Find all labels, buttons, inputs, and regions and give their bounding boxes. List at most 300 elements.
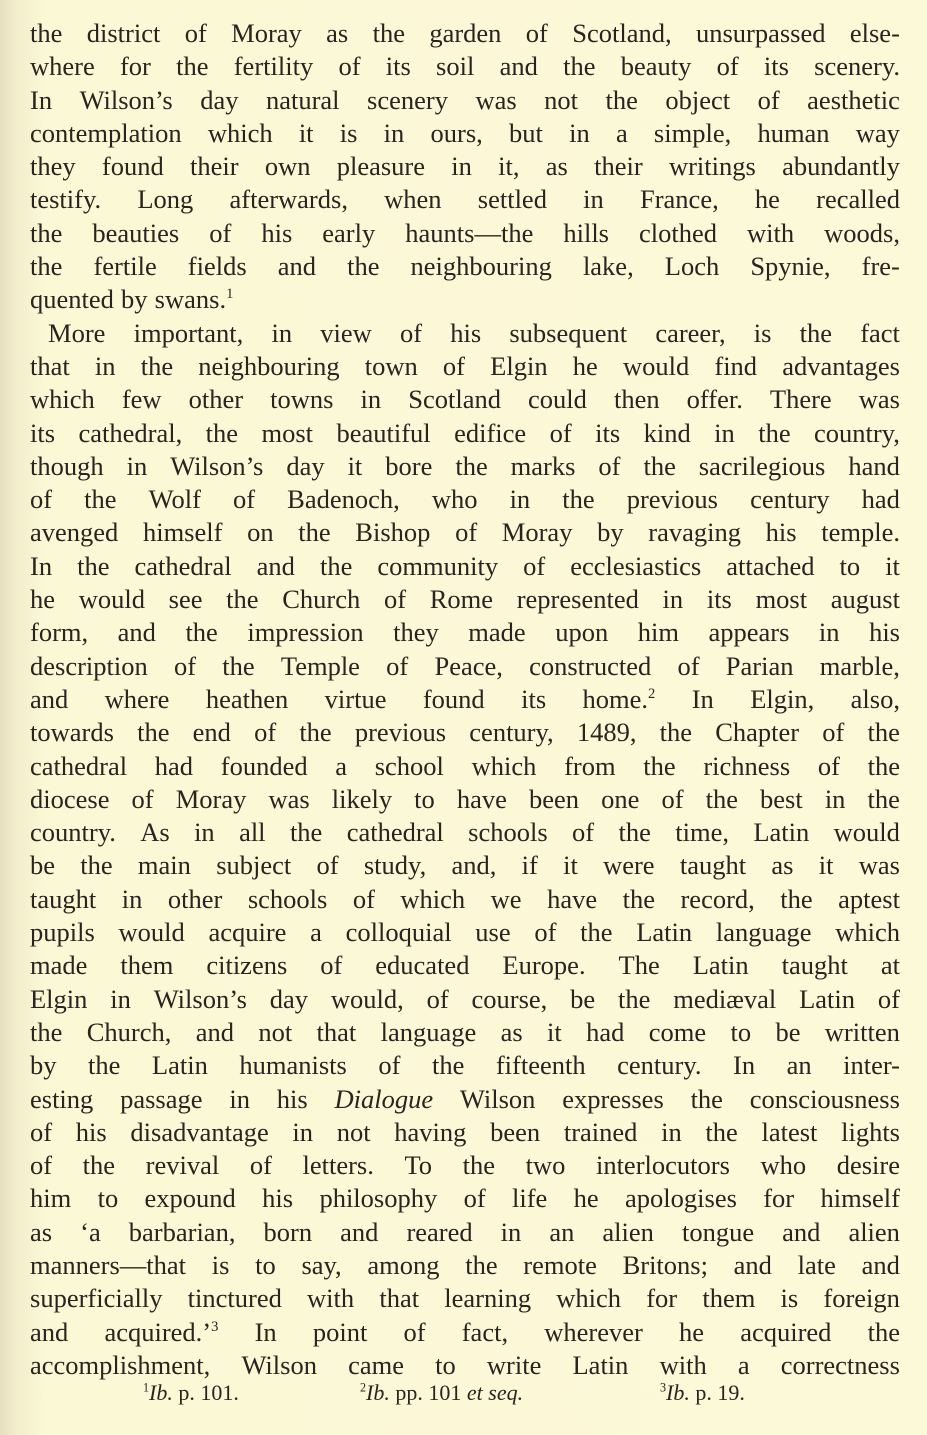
text: beauties xyxy=(92,217,180,248)
footnote-ib: Ib. xyxy=(149,1380,173,1405)
text: Latin xyxy=(636,917,693,948)
word xyxy=(287,483,400,516)
word xyxy=(30,183,101,216)
word xyxy=(264,1216,313,1249)
text: of xyxy=(403,1316,426,1347)
text-line xyxy=(30,250,900,283)
text: the xyxy=(618,983,651,1014)
text: schools xyxy=(247,883,328,914)
text: inter- xyxy=(843,1050,900,1081)
text: which xyxy=(400,883,466,914)
text: and xyxy=(782,1216,821,1247)
text: community xyxy=(377,550,499,581)
word xyxy=(856,117,900,150)
text: the xyxy=(289,817,323,848)
text: Bishop xyxy=(355,517,431,548)
word xyxy=(76,1116,107,1149)
text: and xyxy=(195,1016,234,1047)
text: early xyxy=(322,217,376,248)
word xyxy=(643,750,675,783)
text: colloquial xyxy=(345,917,452,948)
word xyxy=(594,150,643,183)
word xyxy=(837,1149,900,1182)
word xyxy=(122,883,143,916)
word xyxy=(451,150,472,183)
word xyxy=(299,716,331,749)
footnote-number: 2 xyxy=(360,1380,367,1395)
word xyxy=(699,450,826,483)
text: was xyxy=(475,84,517,115)
text: would xyxy=(78,584,145,615)
text: where xyxy=(30,51,95,82)
word xyxy=(353,883,375,916)
text-line xyxy=(30,383,900,416)
word xyxy=(577,716,637,749)
word xyxy=(868,1316,900,1349)
word xyxy=(450,317,481,350)
text: it xyxy=(563,850,578,881)
word xyxy=(30,1049,57,1082)
word xyxy=(326,17,348,50)
word xyxy=(753,816,809,849)
text: of xyxy=(378,1050,401,1081)
text: it xyxy=(547,1016,562,1047)
text: virtue xyxy=(324,683,387,714)
word xyxy=(130,1116,268,1149)
text: attached xyxy=(726,550,815,581)
word xyxy=(822,716,844,749)
text: by xyxy=(30,1050,57,1081)
word xyxy=(194,816,215,849)
text: and xyxy=(30,1316,69,1347)
text: the xyxy=(799,317,833,348)
text: was xyxy=(858,850,900,881)
text: not xyxy=(258,1016,293,1047)
text: remote xyxy=(523,1249,597,1280)
word xyxy=(708,616,789,649)
word xyxy=(820,650,900,683)
text: Wilson xyxy=(459,1083,536,1114)
text: way xyxy=(855,117,900,148)
text: fields xyxy=(187,251,247,282)
text: by xyxy=(597,517,624,548)
text: it, xyxy=(498,151,520,182)
text: Long xyxy=(137,184,194,215)
text: More xyxy=(48,317,106,348)
word xyxy=(738,1349,750,1382)
word xyxy=(848,450,900,483)
text-line xyxy=(30,816,900,849)
text: be xyxy=(30,850,56,881)
word xyxy=(780,883,812,916)
word xyxy=(155,283,234,316)
word xyxy=(457,783,507,816)
word xyxy=(623,883,655,916)
text: of xyxy=(383,584,407,615)
text: fact, xyxy=(461,1316,509,1347)
word xyxy=(834,816,900,849)
text: best xyxy=(760,783,803,814)
word xyxy=(814,50,900,83)
word xyxy=(696,17,826,50)
text: humanists xyxy=(239,1050,347,1081)
word xyxy=(705,1116,737,1149)
text: ours, xyxy=(430,117,483,148)
word xyxy=(454,417,526,450)
word xyxy=(355,716,446,749)
text: august xyxy=(830,584,900,615)
word xyxy=(465,1249,497,1282)
text: for xyxy=(646,1283,678,1314)
text: the xyxy=(867,1316,900,1347)
word xyxy=(434,650,502,683)
word xyxy=(206,417,238,450)
word xyxy=(30,1182,71,1215)
text: day xyxy=(286,450,325,481)
word xyxy=(550,417,572,450)
text-line xyxy=(30,283,900,316)
text: in xyxy=(509,484,531,515)
word xyxy=(714,417,735,450)
word xyxy=(373,17,405,50)
text: France, xyxy=(639,184,719,215)
word xyxy=(30,983,87,1016)
text: country. xyxy=(30,817,116,848)
text: the xyxy=(319,550,353,581)
word xyxy=(154,983,247,1016)
text: beautiful xyxy=(336,417,431,448)
word xyxy=(717,50,739,83)
word xyxy=(807,84,900,117)
text-line xyxy=(30,916,900,949)
text: trained xyxy=(563,1116,638,1147)
text: and xyxy=(277,251,317,282)
text: him xyxy=(637,617,679,648)
text: acquired xyxy=(740,1316,832,1347)
word xyxy=(764,50,789,83)
word xyxy=(322,217,375,250)
text: soil xyxy=(436,51,475,82)
text: of xyxy=(320,950,343,981)
word xyxy=(665,84,730,117)
word xyxy=(320,317,372,350)
word xyxy=(614,383,660,416)
word xyxy=(30,1083,93,1116)
text: 1489, xyxy=(576,717,637,748)
word xyxy=(862,483,900,516)
text: human xyxy=(757,117,830,148)
word xyxy=(573,350,598,383)
word xyxy=(30,483,52,516)
word xyxy=(30,716,114,749)
word xyxy=(750,683,814,716)
word xyxy=(601,783,639,816)
word xyxy=(364,849,426,882)
text: the xyxy=(140,350,174,381)
text: In xyxy=(254,1316,277,1347)
text: previous xyxy=(626,484,718,515)
word xyxy=(472,750,537,783)
text: of xyxy=(173,650,197,681)
text: made xyxy=(30,950,88,981)
word xyxy=(208,117,273,150)
word xyxy=(87,1016,172,1049)
text: the xyxy=(30,18,63,48)
text: alien xyxy=(602,1216,654,1247)
text: Britons; xyxy=(622,1249,708,1280)
word xyxy=(648,516,741,549)
text: Wilson’s xyxy=(170,450,264,481)
word xyxy=(862,1249,900,1282)
text: settled xyxy=(477,184,547,215)
word xyxy=(200,84,238,117)
text: where xyxy=(104,683,170,714)
text-line xyxy=(30,650,900,683)
word xyxy=(30,816,116,849)
text: alien xyxy=(848,1216,900,1247)
text-line xyxy=(30,417,900,450)
text: fifteenth xyxy=(495,1050,586,1081)
word xyxy=(196,1016,234,1049)
word xyxy=(528,383,587,416)
word xyxy=(30,383,95,416)
word xyxy=(640,183,719,216)
word xyxy=(750,250,830,283)
word xyxy=(231,17,302,50)
text: its xyxy=(595,417,621,448)
word xyxy=(30,516,118,549)
word xyxy=(606,84,638,117)
text-line xyxy=(30,983,900,1016)
text: century xyxy=(750,484,830,515)
text: Latin xyxy=(151,1050,208,1081)
word xyxy=(30,683,68,716)
word xyxy=(393,616,439,649)
word xyxy=(290,816,322,849)
text: its xyxy=(30,417,56,448)
word xyxy=(411,250,552,283)
word xyxy=(490,1116,540,1149)
text: desire xyxy=(836,1150,900,1181)
text: which xyxy=(30,384,95,415)
word xyxy=(677,650,699,683)
word xyxy=(152,1049,208,1082)
text: its xyxy=(706,584,732,615)
word xyxy=(229,1083,250,1116)
word xyxy=(782,350,900,383)
word xyxy=(169,583,203,616)
word xyxy=(665,250,719,283)
text: the xyxy=(705,783,738,814)
text: object xyxy=(665,84,731,115)
word xyxy=(310,916,322,949)
text: fact xyxy=(860,317,900,348)
text: in xyxy=(661,1116,682,1147)
text: century. xyxy=(617,1050,702,1081)
text: be xyxy=(775,1016,801,1047)
text: unsurpassed xyxy=(695,18,826,48)
text-line xyxy=(30,783,900,816)
text: In xyxy=(30,84,53,115)
word xyxy=(501,1016,523,1049)
word xyxy=(526,17,548,50)
footnote-ib: Ib. xyxy=(666,1380,690,1405)
word xyxy=(104,1316,218,1349)
text: he xyxy=(573,1183,599,1214)
text-line xyxy=(30,1316,900,1349)
word xyxy=(868,716,900,749)
text: its xyxy=(763,51,789,82)
text: the xyxy=(562,484,595,515)
word xyxy=(843,1049,900,1082)
word xyxy=(30,1216,52,1249)
word xyxy=(299,117,314,150)
word xyxy=(30,949,87,982)
word xyxy=(618,983,650,1016)
word xyxy=(787,1049,812,1082)
word xyxy=(881,949,900,982)
text: an xyxy=(549,1216,575,1247)
text: of xyxy=(661,783,684,814)
text: esting xyxy=(30,1083,94,1114)
text: not xyxy=(336,1116,371,1147)
word xyxy=(692,683,714,716)
text: who xyxy=(431,484,478,515)
word xyxy=(747,217,794,250)
word xyxy=(80,84,173,117)
text: the xyxy=(690,1083,723,1114)
word xyxy=(643,450,675,483)
word xyxy=(346,916,452,949)
text: Elgin xyxy=(490,350,548,381)
word xyxy=(509,117,543,150)
text: have xyxy=(456,783,507,814)
word xyxy=(30,783,109,816)
word xyxy=(208,916,286,949)
text: which xyxy=(471,750,537,781)
text: in xyxy=(662,584,684,615)
word xyxy=(443,350,465,383)
text: The xyxy=(618,950,660,981)
text: the xyxy=(185,617,218,648)
text: fertility xyxy=(233,51,314,82)
word xyxy=(118,616,156,649)
word xyxy=(30,1116,52,1149)
footnote-3 xyxy=(660,1380,745,1406)
text: Scotland xyxy=(408,384,501,415)
text: to xyxy=(435,1349,456,1380)
text: in xyxy=(824,783,846,814)
word xyxy=(814,417,900,450)
word xyxy=(30,283,114,316)
text: the xyxy=(30,1016,63,1047)
text: found xyxy=(101,151,164,182)
word xyxy=(98,1182,119,1215)
text: revival xyxy=(145,1150,220,1181)
word xyxy=(583,683,656,716)
word xyxy=(325,683,387,716)
word xyxy=(569,117,590,150)
word xyxy=(509,317,627,350)
text: impression xyxy=(247,617,364,648)
word xyxy=(625,1182,737,1215)
text: letters. xyxy=(302,1150,374,1181)
text: century, xyxy=(469,717,554,748)
word xyxy=(381,1016,477,1049)
text: few xyxy=(121,384,162,415)
word xyxy=(30,650,148,683)
word xyxy=(185,616,217,649)
text: of xyxy=(572,817,595,848)
word xyxy=(110,983,131,1016)
text: Rome xyxy=(429,584,494,615)
text: towns xyxy=(270,384,334,415)
text: Elgin xyxy=(30,983,88,1014)
text: tongue xyxy=(681,1216,755,1247)
text-line xyxy=(30,1249,900,1282)
word xyxy=(234,50,313,83)
word xyxy=(120,50,151,83)
text: day xyxy=(200,84,239,115)
text: would xyxy=(622,350,690,381)
word xyxy=(693,949,749,982)
word xyxy=(394,1116,466,1149)
word xyxy=(529,783,579,816)
text: in xyxy=(229,1083,250,1114)
word xyxy=(122,383,162,416)
word xyxy=(838,883,900,916)
text-line xyxy=(30,616,900,649)
word xyxy=(572,816,594,849)
word xyxy=(730,1016,751,1049)
text: Latin xyxy=(753,817,810,848)
word xyxy=(758,84,780,117)
word xyxy=(726,550,814,583)
text: To xyxy=(404,1150,433,1181)
word xyxy=(292,1116,313,1149)
word xyxy=(400,883,465,916)
word xyxy=(146,1149,220,1182)
word xyxy=(679,1316,704,1349)
word xyxy=(30,583,55,616)
word xyxy=(680,883,754,916)
word xyxy=(143,516,223,549)
footnote-ref: p. 101. xyxy=(172,1380,239,1405)
text-line xyxy=(30,217,900,250)
text: Moray xyxy=(231,18,302,48)
text: his xyxy=(75,1116,107,1147)
text: represented xyxy=(516,584,639,615)
word xyxy=(255,1316,277,1349)
text: manners—that xyxy=(30,1249,187,1280)
text: richness xyxy=(703,750,791,781)
word xyxy=(639,217,717,250)
text: his xyxy=(262,1183,294,1214)
word xyxy=(92,217,179,250)
text: the xyxy=(780,883,813,914)
text: in xyxy=(94,350,116,381)
word xyxy=(266,84,340,117)
word xyxy=(687,383,743,416)
word xyxy=(750,483,829,516)
text-line xyxy=(30,1016,900,1049)
word xyxy=(475,84,516,117)
text-line xyxy=(30,483,900,516)
word xyxy=(216,849,291,882)
text: mediæval xyxy=(673,983,777,1014)
word xyxy=(726,650,794,683)
text: the xyxy=(205,417,239,448)
